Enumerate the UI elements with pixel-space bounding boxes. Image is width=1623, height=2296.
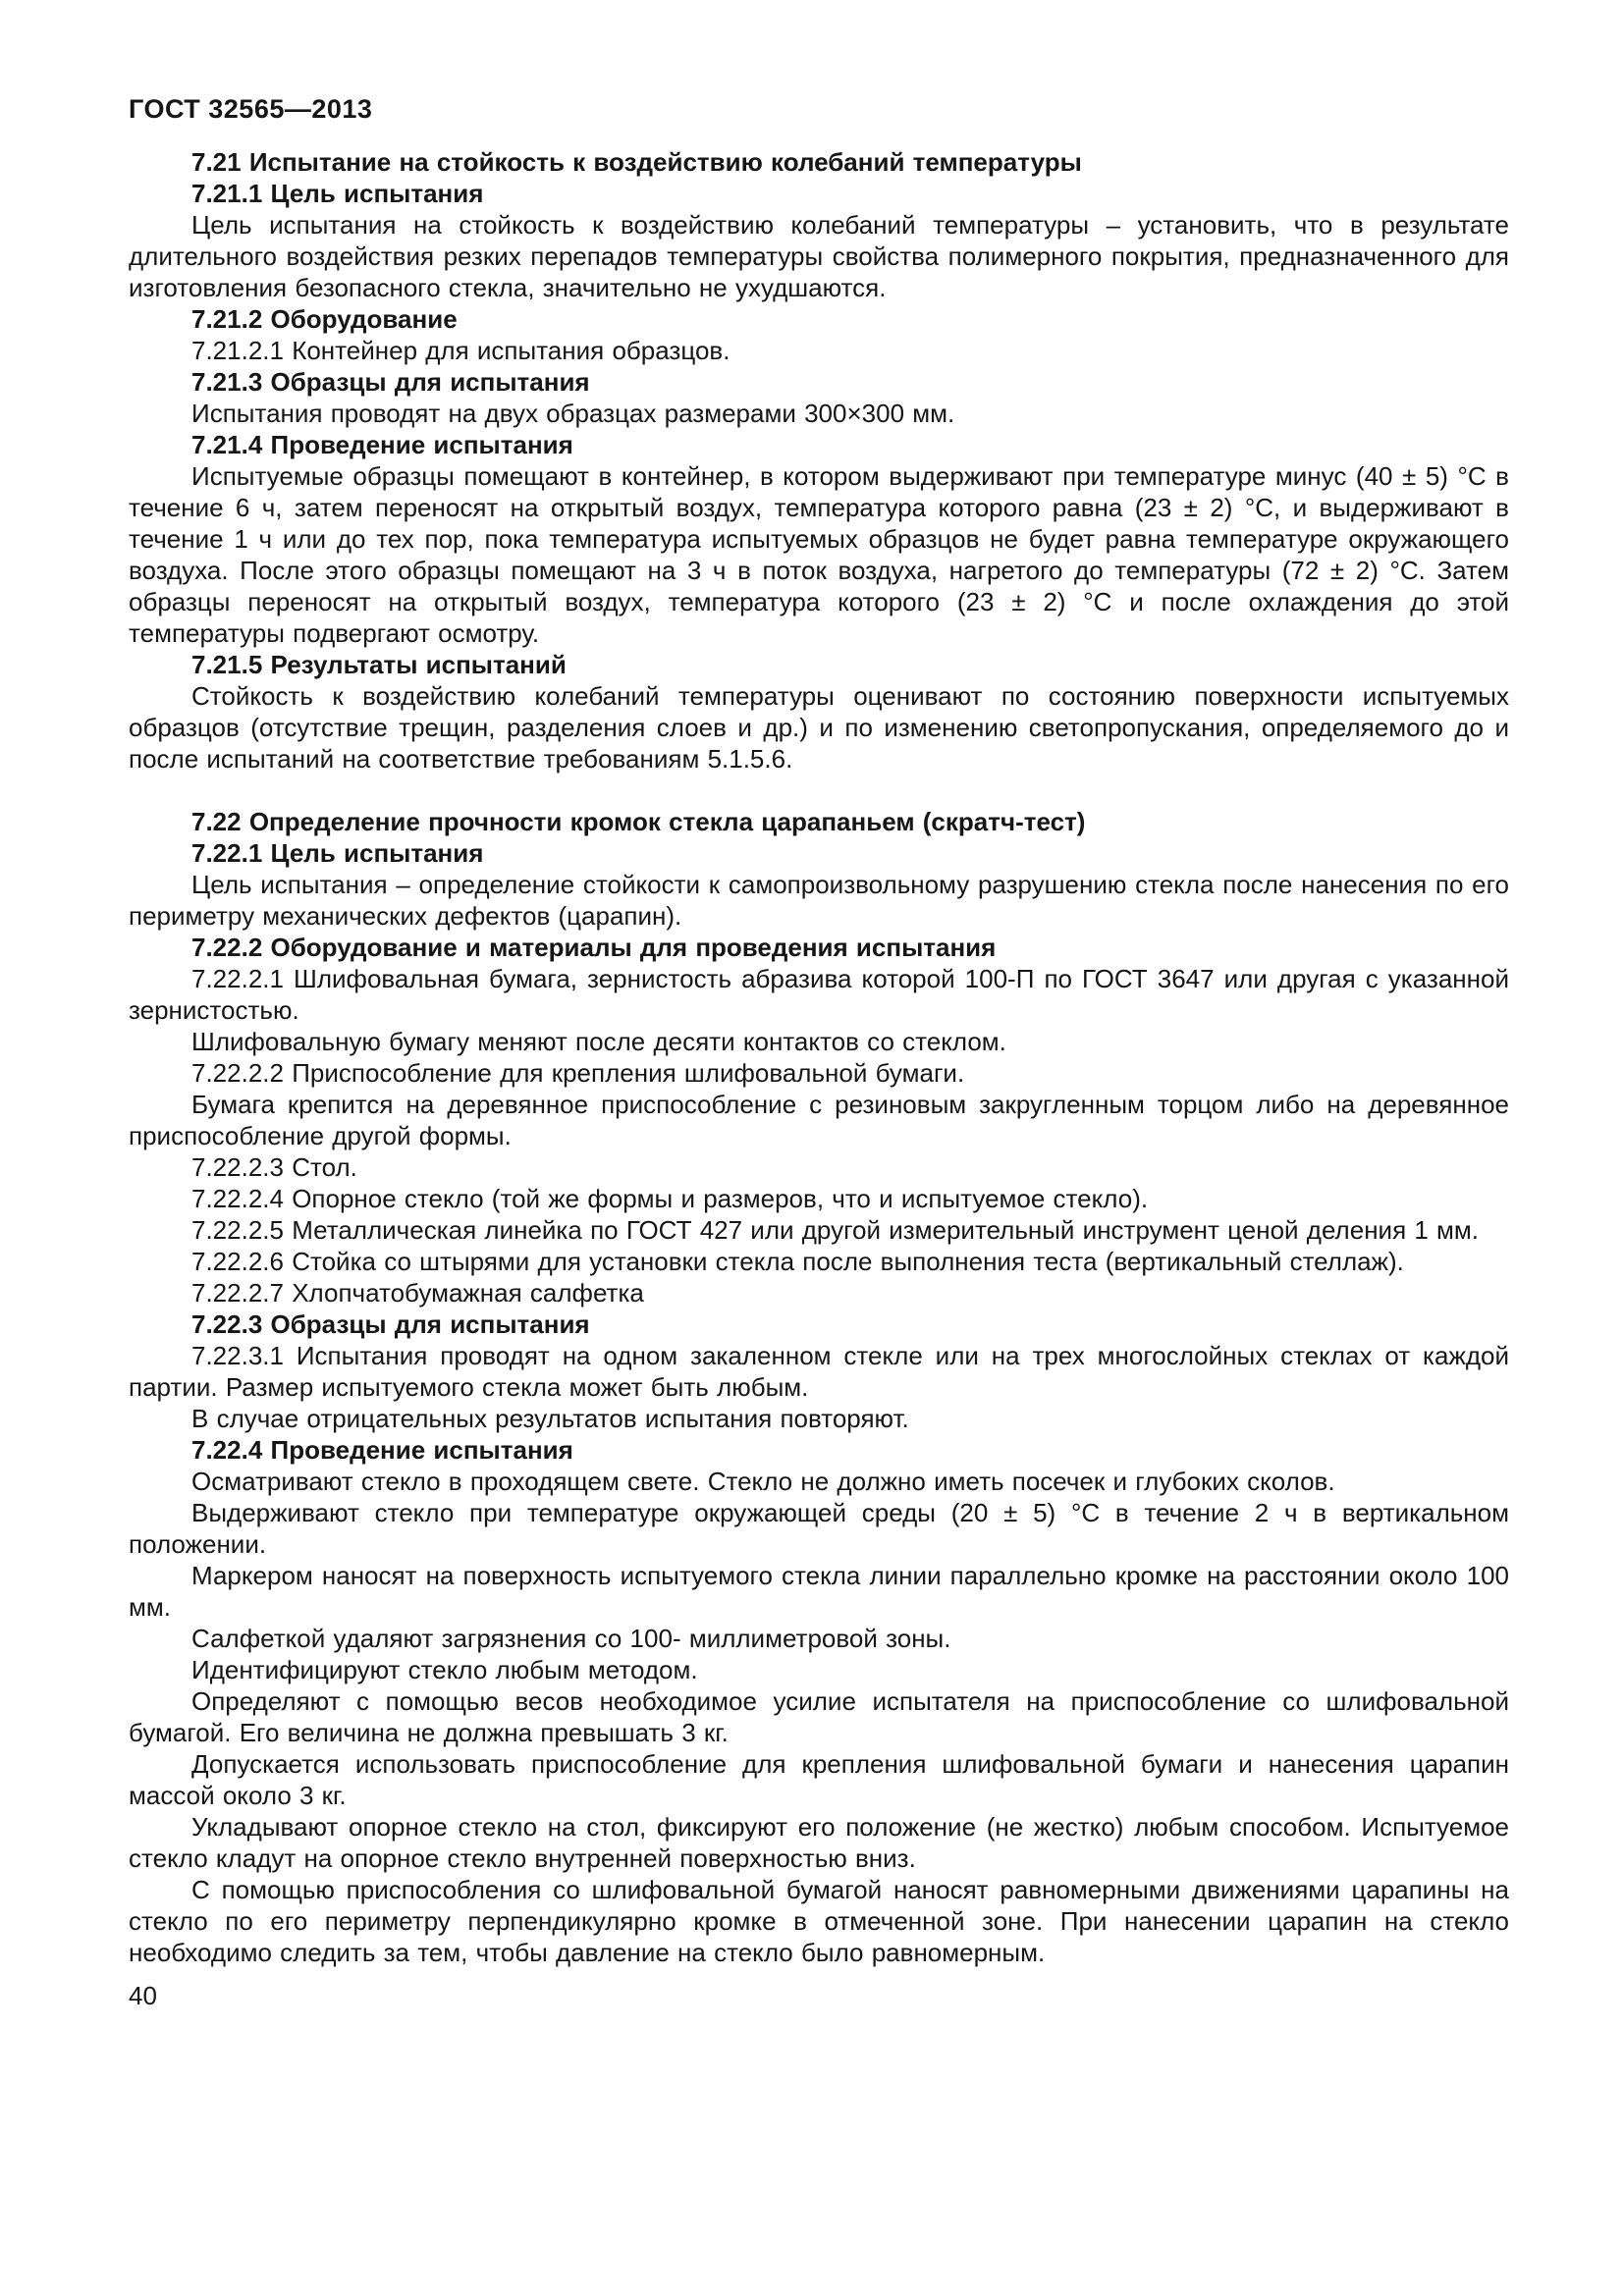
paragraph: 7.21.2.1 Контейнер для испытания образцов.	[191, 336, 730, 365]
section-heading: 7.22 Определение прочности кромок стекла царапаньем (скратч-тест)	[191, 807, 1086, 836]
section-heading: 7.22.2 Оборудование и материалы для проведения испытания	[191, 933, 997, 962]
paragraph: 7.22.2.7 Хлопчатобумажная салфетка	[191, 1278, 644, 1308]
section-heading: 7.21.2 Оборудование	[191, 304, 458, 334]
paragraph: Цель испытания на стойкость к воздействию колебаний температуры – установить, что в результате длительного воздействия резких перепадов температуры свойства полимерного покрытия, предназначенного для изготовления безопасного стекла, значительно не ухудшаются.	[129, 210, 1509, 302]
paragraph: Определяют с помощью весов необходимое усилие испытателя на приспособление со шлифовальной бумагой. Его величина не должна превышать 3 кг.	[129, 1686, 1509, 1747]
section	[129, 146, 1509, 774]
paragraph: Стойкость к воздействию колебаний температуры оценивают по состоянию поверхности испытуемых образцов (отсутствие трещин, разделения слоев и др.) и по изменению светопропускания, определяемого до и после испытаний на соответствие требованиям 5.1.5.6.	[129, 681, 1509, 774]
paragraph: Укладывают опорное стекло на стол, фиксируют его положение (не жестко) любым способом. Испытуемое стекло кладут на опорное стекло внутренней поверхностью вниз.	[129, 1812, 1509, 1873]
paragraph: 7.22.2.3 Стол.	[191, 1152, 357, 1182]
paragraph: Салфеткой удаляют загрязнения со 100- миллиметровой зоны.	[191, 1624, 951, 1653]
section-heading: 7.21.4 Проведение испытания	[191, 430, 573, 459]
paragraph: 7.22.2.1 Шлифовальная бумага, зернистость абразива которой 100-П по ГОСТ 3647 или другая с указанной зернистостью.	[129, 964, 1509, 1025]
paragraph: 7.22.2.4 Опорное стекло (той же формы и размеров, что и испытуемое стекло).	[191, 1184, 1149, 1213]
paragraph: Осматривают стекло в проходящем свете. Стекло не должно иметь посечек и глубоких сколов.	[191, 1467, 1335, 1496]
paragraph: Бумага крепится на деревянное приспособление с резиновым закругленным торцом либо на деревянное приспособление другой формы.	[129, 1090, 1509, 1150]
paragraph: С помощью приспособления со шлифовальной бумагой наносят равномерными движениями царапины на стекло по его периметру перпендикулярно кромке в отмеченной зоне. При нанесении царапин на стекло необходимо следить за тем, чтобы давление на стекло было равномерным.	[129, 1875, 1509, 1967]
paragraph: 7.22.2.6 Стойка со штырями для установки стекла после выполнения теста (вертикальный стеллаж).	[191, 1247, 1404, 1276]
paragraph: Цель испытания – определение стойкости к самопроизвольному разрушению стекла после нанесения по его периметру механических дефектов (царапин).	[129, 870, 1509, 931]
paragraph: Шлифовальную бумагу меняют после десяти контактов со стеклом.	[191, 1027, 1006, 1056]
paragraph: 7.22.2.5 Металлическая линейка по ГОСТ 427 или другой измерительный инструмент ценой деления 1 мм.	[191, 1215, 1480, 1245]
section-heading: 7.21.3 Образцы для испытания	[191, 367, 590, 397]
section-heading: 7.22.4 Проведение испытания	[191, 1435, 573, 1465]
paragraph: Испытания проводят на двух образцах размерами 300×300 мм.	[191, 399, 955, 428]
paragraph: Маркером наносят на поверхность испытуемого стекла линии параллельно кромке на расстоянии около 100 мм.	[129, 1561, 1509, 1622]
paragraph: 7.22.3.1 Испытания проводят на одном закаленном стекле или на трех многослойных стеклах от каждой партии. Размер испытуемого стекла может быть любым.	[129, 1341, 1509, 1402]
document-header: ГОСТ 32565—2013	[129, 94, 373, 124]
section-heading: 7.21.1 Цель испытания	[191, 179, 484, 208]
section-heading: 7.22.3 Образцы для испытания	[191, 1309, 590, 1339]
paragraph: В случае отрицательных результатов испытания повторяют.	[191, 1404, 909, 1433]
paragraph: 7.22.2.2 Приспособление для крепления шлифовальной бумаги.	[191, 1058, 965, 1088]
paragraph: Выдерживают стекло при температуре окружающей среды (20 ± 5) °С в течение 2 ч в вертикальном положении.	[129, 1498, 1509, 1559]
document-content	[129, 146, 1509, 1968]
section-heading: 7.22.1 Цель испытания	[191, 838, 484, 868]
section	[129, 806, 1509, 1968]
paragraph: Испытуемые образцы помещают в контейнер, в котором выдерживают при температуре минус (40 ± 5) °С в течение 6 ч, затем переносят на открытый воздух, температура которого равна (23 ± 2) °С, и выдерживают в течение 1 ч или до тех пор, пока температура испытуемых образцов не будет равна температуре окружающего воздуха. После этого образцы помещают на 3 ч в поток воздуха, нагретого до температуры (72 ± 2) °С. Затем образцы переносят на открытый воздух, температура которого (23 ± 2) °С и после охлаждения до этой температуры подвергают осмотру.	[129, 461, 1509, 648]
section-heading: 7.21.5 Результаты испытаний	[191, 650, 567, 679]
paragraph: Допускается использовать приспособление для крепления шлифовальной бумаги и нанесения царапин массой около 3 кг.	[129, 1749, 1509, 1810]
paragraph: Идентифицируют стекло любым методом.	[191, 1655, 698, 1684]
section-heading: 7.21 Испытание на стойкость к воздействию колебаний температуры	[191, 147, 1082, 177]
page-number: 40	[129, 1981, 157, 2010]
